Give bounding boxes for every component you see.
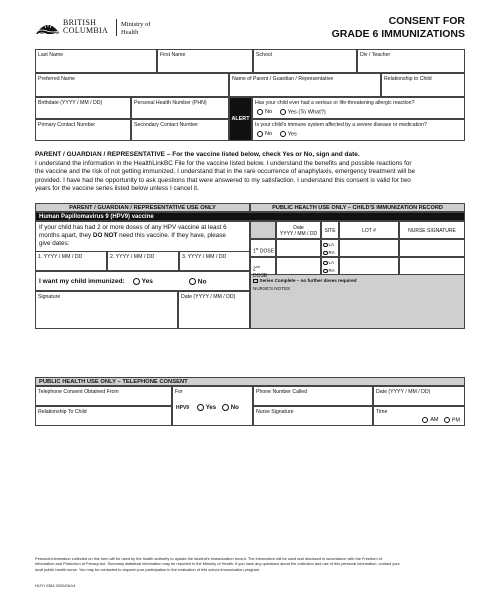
dose2-site: LA RA xyxy=(321,257,339,275)
col-nurse-header: NURSE SIGNATURE xyxy=(399,221,465,239)
immunize-yes-radio[interactable] xyxy=(133,278,140,285)
immunize-choice: I want my child immunized: Yes No xyxy=(35,271,250,291)
allergy-no-radio[interactable] xyxy=(257,109,263,115)
privacy-notice: Personal information collected on this form will be used by the health authority to update the student's immunization record. The information will be used and disclosed in accordance with the Freedom of Information and Protection of Privacy Act. Summary statistical information may be reported to the Ministry of Health. If you have any questions about the collection and use of this personal information, contact your local public health nurse. You may be contacted to request your participation in the evaluation of this school immunization program. xyxy=(35,556,400,572)
dose1-la-radio[interactable] xyxy=(323,243,328,248)
phone-no-radio[interactable] xyxy=(222,404,229,411)
alert-badge: ALERT xyxy=(229,97,252,141)
consent-paragraph: I understand the information in the HealthLinkBC File for the vaccine listed below. I understand the benefits and possible reactions for the vaccine and the risk of not getting immunized. I understand that in the rare occurrence of anaphylaxis, emergency treatment will be provided. I have had the opportunity to ask questions that were answered to my satisfaction. I understand this consent is valid for two years for the vaccine series listed below unless I cancel it. xyxy=(35,160,416,192)
ministry-line1: Ministry of xyxy=(121,21,151,28)
last-name-field[interactable]: Last Name xyxy=(35,49,157,73)
col-dose-header xyxy=(250,221,276,239)
col-date-header: Date YYYY / MM / DD xyxy=(276,221,321,239)
phone-time: Time AM PM xyxy=(373,406,465,426)
record-section-title: PUBLIC HEALTH USE ONLY – CHILD'S IMMUNIZATION RECORD xyxy=(250,203,465,212)
immunize-no-radio[interactable] xyxy=(189,278,196,285)
dose2-ra-radio[interactable] xyxy=(323,269,328,274)
phone-yes-radio[interactable] xyxy=(197,404,204,411)
dose2-date[interactable] xyxy=(276,257,321,275)
phone-consent-date[interactable]: Date (YYYY / MM / DD) xyxy=(373,386,465,406)
immune-yes-radio[interactable] xyxy=(280,131,286,137)
logo-text-line1: BRITISH xyxy=(63,18,97,27)
immune-no-radio[interactable] xyxy=(257,131,263,137)
prior-dose-date-2[interactable]: 2. YYYY / MM / DD xyxy=(107,251,179,271)
phone-consent-title-bar: PUBLIC HEALTH USE ONLY – TELEPHONE CONSENT xyxy=(35,377,465,386)
form-id: HLTH 2384 2020/06/14 xyxy=(35,583,76,588)
dose2-label: 2nd DOSE xyxy=(250,257,276,275)
phone-consent-for: For HPV9 Yes No xyxy=(172,386,253,426)
relationship-field[interactable]: Relationship to Child xyxy=(381,73,465,97)
dose2-nurse-signature[interactable] xyxy=(399,257,465,275)
nurses-notes-label: NURSE'S NOTES xyxy=(253,286,291,291)
phone-consent-obtained-from[interactable]: Telephone Consent Obtained From xyxy=(35,386,172,406)
secondary-contact-field[interactable]: Secondary Contact Number xyxy=(131,119,229,141)
first-name-field[interactable]: First Name xyxy=(157,49,253,73)
logo-divider xyxy=(116,19,117,36)
consent-heading: PARENT / GUARDIAN / REPRESENTATIVE – For the vaccine listed below, check Yes or No, sign and date. xyxy=(35,151,360,158)
phone-number-called[interactable]: Phone Number Called xyxy=(253,386,373,406)
sun-logo-icon xyxy=(35,18,61,36)
div-teacher-field[interactable]: Div / Teacher xyxy=(357,49,465,73)
record-notes-area: Series Complete – no further doses required NURSE'S NOTES xyxy=(253,278,357,291)
preferred-name-field[interactable]: Preferred Name xyxy=(35,73,229,97)
phone-relationship[interactable]: Relationship To Child xyxy=(35,406,172,426)
time-pm-radio[interactable] xyxy=(444,417,450,423)
prior-dose-date-1[interactable]: 1. YYYY / MM / DD xyxy=(35,251,107,271)
ministry-line2: Health xyxy=(121,29,139,36)
col-site-header: SITE xyxy=(321,221,339,239)
allergy-question: Has your child ever had a serious or life-threatening allergic reaction? No Yes (To What?) xyxy=(252,97,465,119)
birthdate-field[interactable]: Birthdate (YYYY / MM / DD) xyxy=(35,97,131,119)
dose1-site: LA RA xyxy=(321,239,339,257)
dose2-la-radio[interactable] xyxy=(323,261,328,266)
logo-text-line2: COLUMBIA xyxy=(63,26,109,35)
bc-logo xyxy=(35,17,125,39)
dose1-date[interactable] xyxy=(276,239,321,257)
phone-nurse-signature[interactable]: Nurse Signature xyxy=(253,406,373,426)
phn-field[interactable]: Personal Health Number (PHN) xyxy=(131,97,229,119)
hpv-instructions: If your child has had 2 or more doses of any HPV vaccine at least 6 months apart, they DO NOT need this vaccine. If they have, please give dates: xyxy=(35,221,250,251)
guardian-signature-field[interactable]: Signature xyxy=(35,291,178,329)
allergy-yes-radio[interactable] xyxy=(280,109,286,115)
col-lot-header: LOT # xyxy=(339,221,399,239)
dose1-lot[interactable] xyxy=(339,239,399,257)
vaccine-name-bar: Human Papillomavirus 9 (HPV9) vaccine xyxy=(35,212,465,221)
title-line1: CONSENT FOR xyxy=(388,15,465,27)
series-complete-checkbox[interactable] xyxy=(253,279,258,284)
title-line2: GRADE 6 IMMUNIZATIONS xyxy=(331,28,465,40)
dose1-ra-radio[interactable] xyxy=(323,251,328,256)
time-am-radio[interactable] xyxy=(422,417,428,423)
guardian-name-field[interactable]: Name of Parent / Guardian / Representative xyxy=(229,73,381,97)
school-field[interactable]: School xyxy=(253,49,357,73)
immune-question: Is your child's immune system affected by a severe disease or medication? No Yes xyxy=(252,119,465,141)
dose1-nurse-signature[interactable] xyxy=(399,239,465,257)
dose2-lot[interactable] xyxy=(339,257,399,275)
guardian-date-field[interactable]: Date (YYYY / MM / DD) xyxy=(178,291,250,329)
prior-dose-date-3[interactable]: 3. YYYY / MM / DD xyxy=(179,251,250,271)
dose1-label: 1st DOSE xyxy=(250,239,276,257)
primary-contact-field[interactable]: Primary Contact Number xyxy=(35,119,131,141)
guardian-section-title: PARENT / GUARDIAN / REPRESENTATIVE USE ONLY xyxy=(35,203,250,212)
